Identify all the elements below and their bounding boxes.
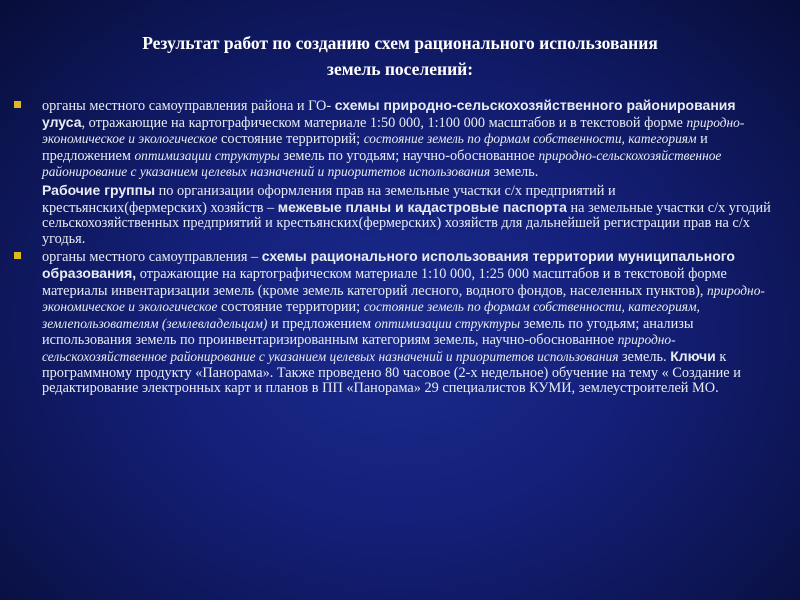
text: состояние территорий;	[217, 131, 364, 148]
paragraph-working-groups	[14, 183, 774, 247]
text: к программному продукту «Панорама». Также проведено 80 часовое (2-х недельное) обучение на тему « Создание и редактирование электронных карт и планов в ПП «Панорама» 29 специалистов КУМИ, землеустроителей МО.	[42, 348, 741, 397]
bold-text: схемы рационального использования территории муниципального образования,	[42, 248, 735, 281]
text: , отражающие на картографическом материале 1:50 000, 1:100 000 масштабов и в текстовой форме	[81, 114, 687, 131]
text: и предложением	[42, 131, 708, 164]
square-bullet-icon	[14, 101, 21, 108]
text: органы местного самоуправления –	[42, 249, 262, 266]
italic-text: оптимизации структуры	[374, 315, 521, 331]
bullet-item-2	[14, 249, 774, 396]
text: по организации оформления прав на земельные участки с/х предприятий и крестьянских(фермерских) хозяйств –	[42, 182, 616, 216]
text: органы местного самоуправления района и ГО-	[42, 98, 335, 114]
italic-text: природно-экономическое и экологическое	[42, 114, 745, 147]
text: на земельные участки с/х угодий сельскохозяйственных предприятий и крестьянских(фермерских) хозяйств для дальнейшей регистрации прав на с/х угодья.	[42, 199, 771, 247]
italic-text: состояние земель по формам собственности, категориям, землепользователям (землевладельцам)	[42, 299, 700, 331]
italic-text: состояние земель по формам собственности, категориям	[363, 131, 697, 147]
text: земель по угодьям; научно-обоснованное	[279, 147, 539, 164]
text: состояние территории;	[217, 299, 364, 316]
text: отражающие на картографическом материале 1:10 000, 1:25 000 масштабов и в текстовой форме материалы инвентаризации земель (кроме земель категорий лесного, водного фондов, населенных пунктов),	[42, 265, 727, 299]
bold-text: межевые планы и кадастровые паспорта	[277, 198, 567, 215]
bold-text: схемы природно-сельскохозяйственного районирования улуса	[42, 97, 736, 130]
bold-text: Рабочие группы	[42, 181, 156, 198]
bullet-item-1	[14, 98, 774, 181]
slide-body	[14, 98, 774, 397]
text: земель.	[618, 348, 671, 365]
italic-text: природно-сельскохозяйственное районирование с указанием целевых назначений и приоритетов использования	[42, 332, 676, 364]
square-bullet-icon	[14, 252, 21, 259]
text: земель по угодьям; анализы использования земель по проинвентаризированным категориям земель, научно-обоснованное	[42, 315, 694, 349]
italic-text: природно-сельскохозяйственное районирование с указанием целевых назначений и приоритетов использования	[42, 147, 722, 180]
text: земель.	[490, 164, 539, 181]
slide-title-line-1: Результат работ по созданию схем рационального использования	[142, 33, 658, 53]
slide-title-line-2: земель поселений:	[326, 59, 474, 79]
slide-title	[40, 30, 760, 82]
italic-text: природно-экономическое и экологическое	[42, 282, 765, 315]
italic-text: оптимизации структуры	[134, 147, 280, 163]
text: и предложением	[267, 315, 375, 332]
bold-text: Ключи	[670, 347, 716, 364]
